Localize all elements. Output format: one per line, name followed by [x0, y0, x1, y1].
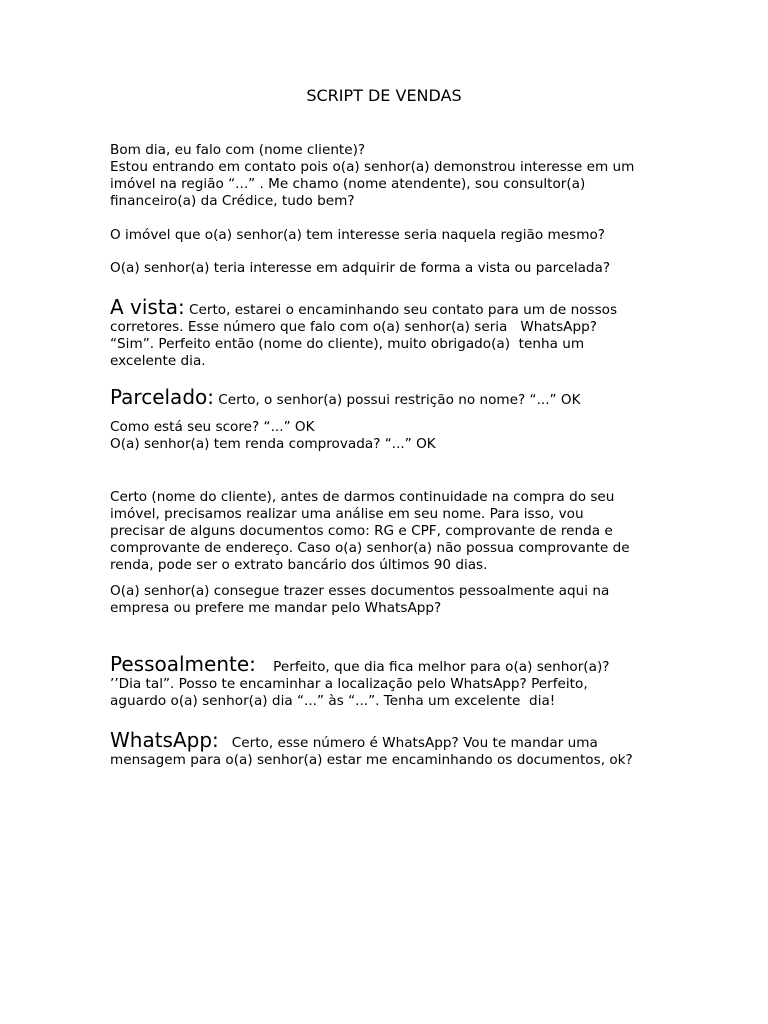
- parcelado-followup: [110, 419, 670, 453]
- avista-line: corretores. Esse número que falo com o(a) senhor(a) seria WhatsApp?: [110, 319, 597, 335]
- delivery-question: [110, 583, 670, 617]
- intro-line: imóvel na região “...” . Me chamo (nome atendente), sou consultor(a): [110, 176, 586, 192]
- parcelado-section: [110, 386, 670, 409]
- pessoalmente-line: aguardo o(a) senhor(a) dia “...” às “...”. Tenha um excelente dia!: [110, 693, 556, 709]
- whatsapp-heading: WhatsApp:: [110, 728, 219, 752]
- pessoalmente-section: [110, 653, 670, 710]
- payment-question-text: O(a) senhor(a) teria interesse em adquirir de forma a vista ou parcelada?: [110, 260, 611, 276]
- parcelado-line: O(a) senhor(a) tem renda comprovada? “...” OK: [110, 436, 436, 452]
- whatsapp-section: [110, 729, 670, 769]
- region-question: [110, 227, 670, 244]
- avista-section: [110, 296, 670, 370]
- intro-paragraph: [110, 142, 670, 210]
- documents-line: precisar de alguns documentos como: RG e CPF, comprovante de renda e: [110, 523, 613, 539]
- documents-line: renda, pode ser o extrato bancário dos últimos 90 dias.: [110, 557, 488, 573]
- delivery-line: O(a) senhor(a) consegue trazer esses documentos pessoalmente aqui na: [110, 583, 610, 599]
- pessoalmente-heading: Pessoalmente:: [110, 652, 256, 676]
- payment-question: [110, 260, 670, 277]
- whatsapp-first-line: Certo, esse número é WhatsApp? Vou te mandar uma: [218, 735, 598, 751]
- parcelado-heading: Parcelado:: [110, 385, 214, 409]
- avista-line: “Sim”. Perfeito então (nome do cliente), muito obrigado(a) tenha um: [110, 336, 585, 352]
- region-question-text: O imóvel que o(a) senhor(a) tem interesse seria naquela região mesmo?: [110, 227, 605, 243]
- pessoalmente-line: ’’Dia tal”. Posso te encaminhar a localização pelo WhatsApp? Perfeito,: [110, 676, 588, 692]
- pessoalmente-first-line: Perfeito, que dia fica melhor para o(a) senhor(a)?: [255, 659, 610, 675]
- avista-line: excelente dia.: [110, 353, 206, 369]
- whatsapp-line: mensagem para o(a) senhor(a) estar me encaminhando os documentos, ok?: [110, 752, 633, 768]
- parcelado-line: Como está seu score? “...” OK: [110, 419, 315, 435]
- documents-line: imóvel, precisamos realizar uma análise em seu nome. Para isso, vou: [110, 506, 584, 522]
- whatsapp-first-row: [110, 729, 670, 752]
- documents-paragraph: [110, 489, 670, 574]
- documents-line: Certo (nome do cliente), antes de darmos continuidade na compra do seu: [110, 489, 615, 505]
- documents-line: comprovante de endereço. Caso o(a) senhor(a) não possua comprovante de: [110, 540, 630, 556]
- page-title: SCRIPT DE VENDAS: [306, 86, 462, 105]
- pessoalmente-first-row: [110, 653, 670, 676]
- parcelado-first-row: [110, 386, 670, 409]
- avista-first-row: [110, 296, 670, 319]
- avista-first-line: Certo, estarei o encaminhando seu contato para um de nossos: [184, 302, 618, 318]
- parcelado-first-line: Certo, o senhor(a) possui restrição no nome? “...” OK: [213, 392, 581, 408]
- delivery-line: empresa ou prefere me mandar pelo WhatsApp?: [110, 600, 442, 616]
- avista-heading: A vista:: [110, 295, 185, 319]
- intro-line: Bom dia, eu falo com (nome cliente)?: [110, 142, 366, 158]
- intro-line: Estou entrando em contato pois o(a) senhor(a) demonstrou interesse em um: [110, 159, 635, 175]
- intro-line: financeiro(a) da Crédice, tudo bem?: [110, 193, 355, 209]
